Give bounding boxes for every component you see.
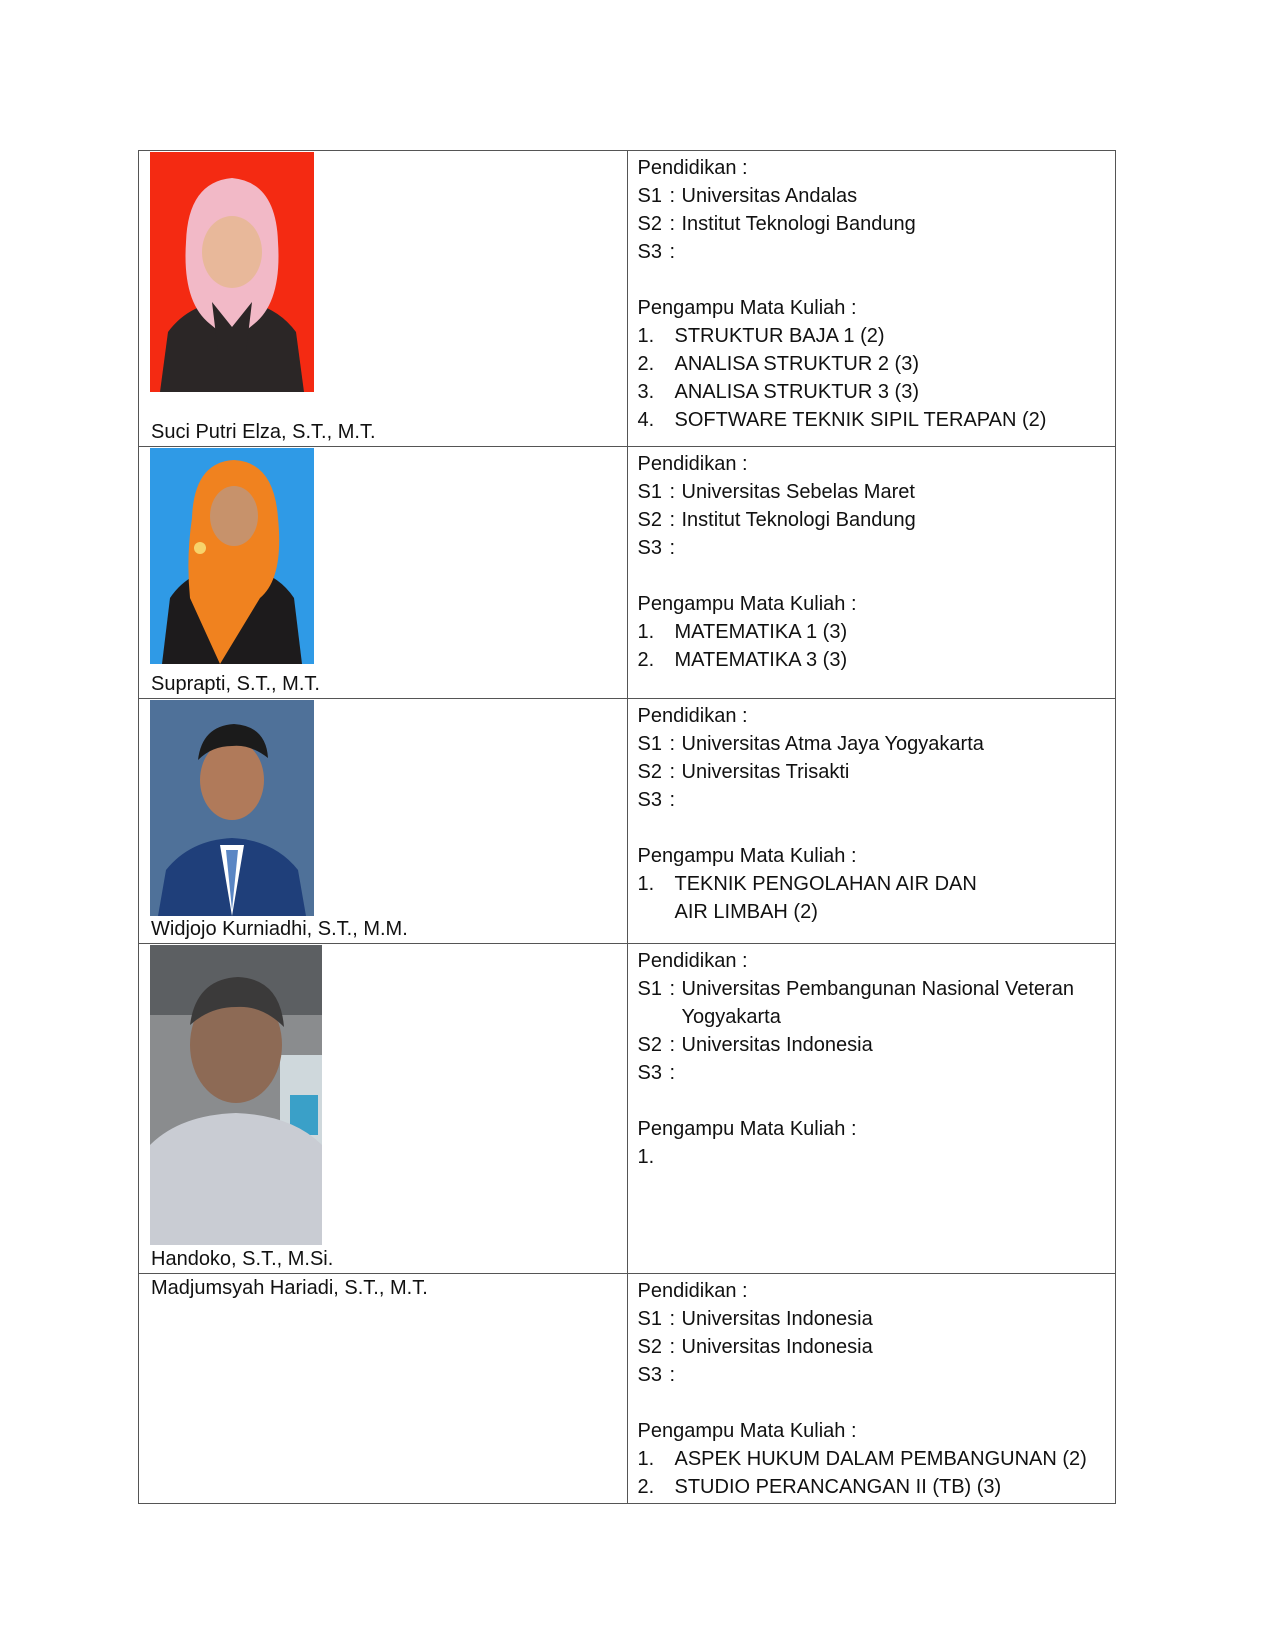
education-item: S1 : Universitas Andalas — [637, 185, 858, 207]
table-row — [139, 151, 1116, 447]
education-item: S3 : — [637, 1364, 676, 1386]
course-item: 1. MATEMATIKA 1 (3) — [637, 621, 848, 643]
courses-heading: Pengampu Mata Kuliah : — [637, 297, 857, 319]
lecturer-photo — [150, 152, 314, 392]
education-item: S3 : — [637, 537, 676, 559]
education-heading: Pendidikan : — [637, 1280, 748, 1302]
lecturer-cell — [139, 944, 628, 1274]
lecturer-info — [627, 447, 1116, 699]
education-item: S1 : Universitas Sebelas Maret — [637, 481, 915, 503]
education-heading: Pendidikan : — [637, 453, 748, 475]
education-heading: Pendidikan : — [637, 157, 748, 179]
lecturer-photo — [150, 945, 322, 1245]
education-item: S1 : Universitas Indonesia — [637, 1308, 873, 1330]
lecturer-info — [627, 1274, 1116, 1504]
lecturer-name: Madjumsyah Hariadi, S.T., M.T. — [151, 1277, 428, 1299]
lecturer-cell — [139, 1274, 628, 1504]
course-item: 2. ANALISA STRUKTUR 2 (3) — [637, 353, 920, 375]
courses-heading: Pengampu Mata Kuliah : — [637, 845, 857, 867]
education-item: S1 : Universitas Pembangunan Nasional Veteran Yogyakarta — [637, 978, 1074, 1028]
lecturer-cell — [139, 447, 628, 699]
course-item: 1. ASPEK HUKUM DALAM PEMBANGUNAN (2) — [637, 1448, 1087, 1470]
education-item: S3 : — [637, 789, 676, 811]
table-row — [139, 699, 1116, 944]
lecturer-photo — [150, 700, 314, 916]
education-item: S2 : Universitas Indonesia — [637, 1034, 873, 1056]
lecturer-name: Handoko, S.T., M.Si. — [151, 1248, 334, 1270]
course-item: 1. TEKNIK PENGOLAHAN AIR DAN AIR LIMBAH (2) — [637, 873, 977, 923]
table-row — [139, 944, 1116, 1274]
lecturer-cell — [139, 699, 628, 944]
course-item: 1. — [637, 1146, 655, 1168]
course-item: 2. STUDIO PERANCANGAN II (TB) (3) — [637, 1476, 1002, 1498]
education-item: S2 : Institut Teknologi Bandung — [637, 213, 916, 235]
course-item: 3. ANALISA STRUKTUR 3 (3) — [637, 381, 920, 403]
faculty-table — [138, 150, 1116, 1504]
lecturer-photo — [150, 448, 314, 664]
table-row — [139, 447, 1116, 699]
course-item: 2. MATEMATIKA 3 (3) — [637, 649, 848, 671]
lecturer-info — [627, 151, 1116, 447]
lecturer-cell — [139, 151, 628, 447]
education-heading: Pendidikan : — [637, 705, 748, 727]
course-item: 4. SOFTWARE TEKNIK SIPIL TERAPAN (2) — [637, 409, 1047, 431]
education-item: S1 : Universitas Atma Jaya Yogyakarta — [637, 733, 984, 755]
courses-heading: Pengampu Mata Kuliah : — [637, 1118, 857, 1140]
courses-heading: Pengampu Mata Kuliah : — [637, 1420, 857, 1442]
education-item: S2 : Universitas Indonesia — [637, 1336, 873, 1358]
education-heading: Pendidikan : — [637, 950, 748, 972]
courses-heading: Pengampu Mata Kuliah : — [637, 593, 857, 615]
lecturer-name: Suprapti, S.T., M.T. — [151, 673, 320, 695]
education-item: S2 : Universitas Trisakti — [637, 761, 850, 783]
lecturer-name: Suci Putri Elza, S.T., M.T. — [151, 421, 376, 443]
lecturer-info — [627, 699, 1116, 944]
lecturer-info — [627, 944, 1116, 1274]
education-item: S3 : — [637, 241, 676, 263]
table-row — [139, 1274, 1116, 1504]
education-item: S3 : — [637, 1062, 676, 1084]
course-item: 1. STRUKTUR BAJA 1 (2) — [637, 325, 885, 347]
lecturer-name: Widjojo Kurniadhi, S.T., M.M. — [151, 918, 408, 940]
education-item: S2 : Institut Teknologi Bandung — [637, 509, 916, 531]
